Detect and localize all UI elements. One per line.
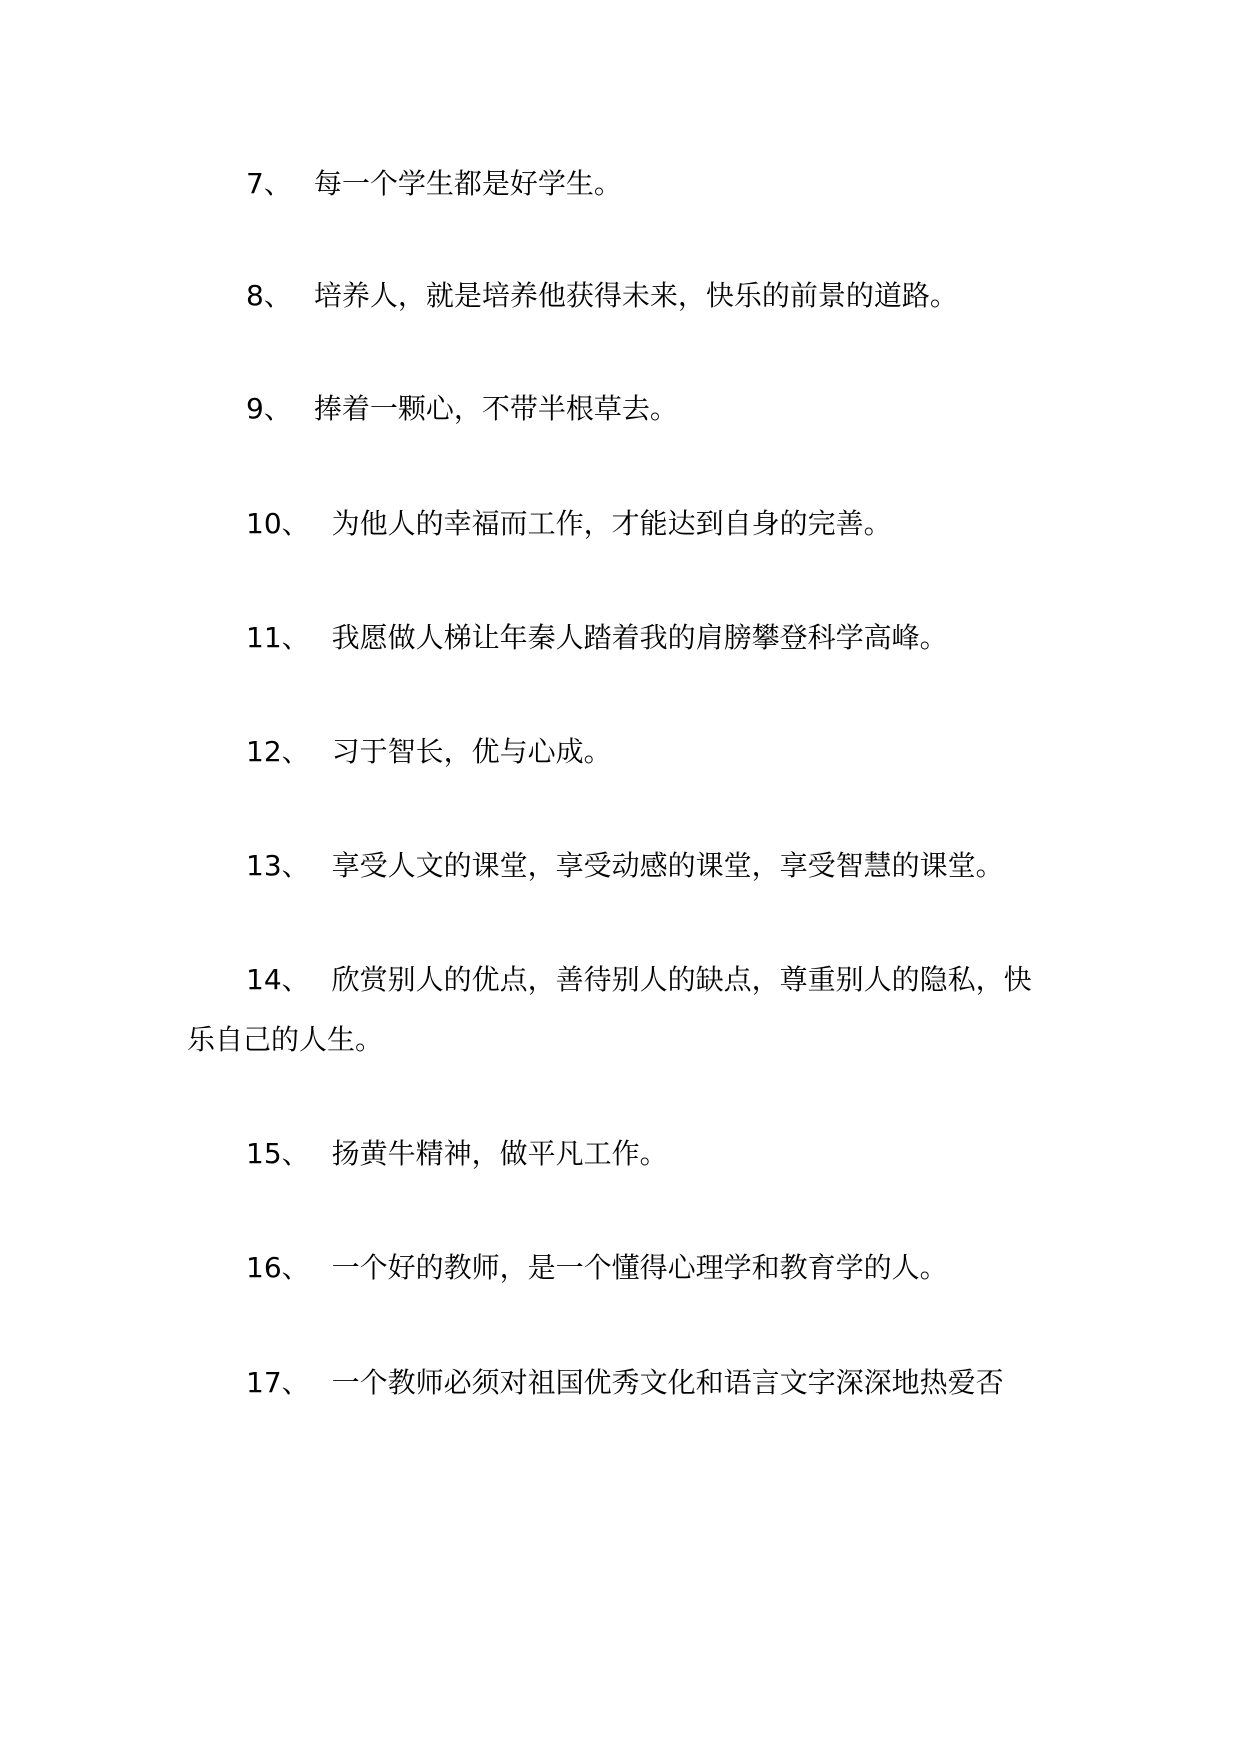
item-number: 11 — [246, 621, 282, 654]
item-text: 欣赏别人的优点，善待别人的缺点，尊重别人的隐私，快 — [331, 963, 1032, 996]
list-item — [187, 1124, 1057, 1184]
item-separator: 、 — [281, 1251, 310, 1284]
item-number: 12 — [246, 735, 282, 768]
list-item — [187, 266, 1057, 326]
item-separator: 、 — [263, 392, 292, 425]
item-text: 享受人文的课堂，享受动感的课堂，享受智慧的课堂。 — [331, 849, 1004, 882]
list-item — [187, 1238, 1057, 1298]
item-text: 捧着一颗心，不带半根草去。 — [313, 392, 678, 425]
item-number: 10 — [246, 507, 282, 540]
item-text: 我愿做人梯让年秦人踏着我的肩膀攀登科学高峰。 — [331, 621, 948, 654]
item-separator: 、 — [281, 621, 310, 654]
item-number: 9 — [246, 392, 264, 425]
item-separator: 、 — [281, 1366, 310, 1399]
list-item — [187, 379, 1057, 439]
item-separator: 、 — [281, 1137, 310, 1170]
list-item — [187, 722, 1057, 782]
item-number: 13 — [246, 849, 282, 882]
item-separator: 、 — [263, 279, 292, 312]
item-number: 16 — [246, 1251, 282, 1284]
item-text-continuation: 乐自己的人生。 — [187, 1023, 384, 1056]
item-text: 一个好的教师，是一个懂得心理学和教育学的人。 — [331, 1251, 948, 1284]
list-item — [187, 1353, 1057, 1413]
list-item — [187, 950, 1057, 1070]
item-text: 习于智长，优与心成。 — [331, 735, 612, 768]
item-separator: 、 — [281, 849, 310, 882]
list-item — [187, 836, 1057, 896]
item-number: 17 — [246, 1366, 282, 1399]
item-text: 一个教师必须对祖国优秀文化和语言文字深深地热爱否 — [331, 1366, 1004, 1399]
item-separator: 、 — [281, 735, 310, 768]
item-number: 15 — [246, 1137, 282, 1170]
item-separator: 、 — [281, 963, 310, 996]
list-item — [187, 154, 1057, 214]
item-number: 14 — [246, 963, 282, 996]
item-text: 为他人的幸福而工作，才能达到自身的完善。 — [331, 507, 892, 540]
item-text: 扬黄牛精神，做平凡工作。 — [331, 1137, 668, 1170]
item-text: 培养人，就是培养他获得未来，快乐的前景的道路。 — [313, 279, 958, 312]
item-number: 7 — [246, 167, 264, 200]
list-item — [187, 608, 1057, 668]
item-separator: 、 — [281, 507, 310, 540]
item-text: 每一个学生都是好学生。 — [313, 167, 622, 200]
item-number: 8 — [246, 279, 264, 312]
item-separator: 、 — [263, 167, 292, 200]
list-item — [187, 494, 1057, 554]
